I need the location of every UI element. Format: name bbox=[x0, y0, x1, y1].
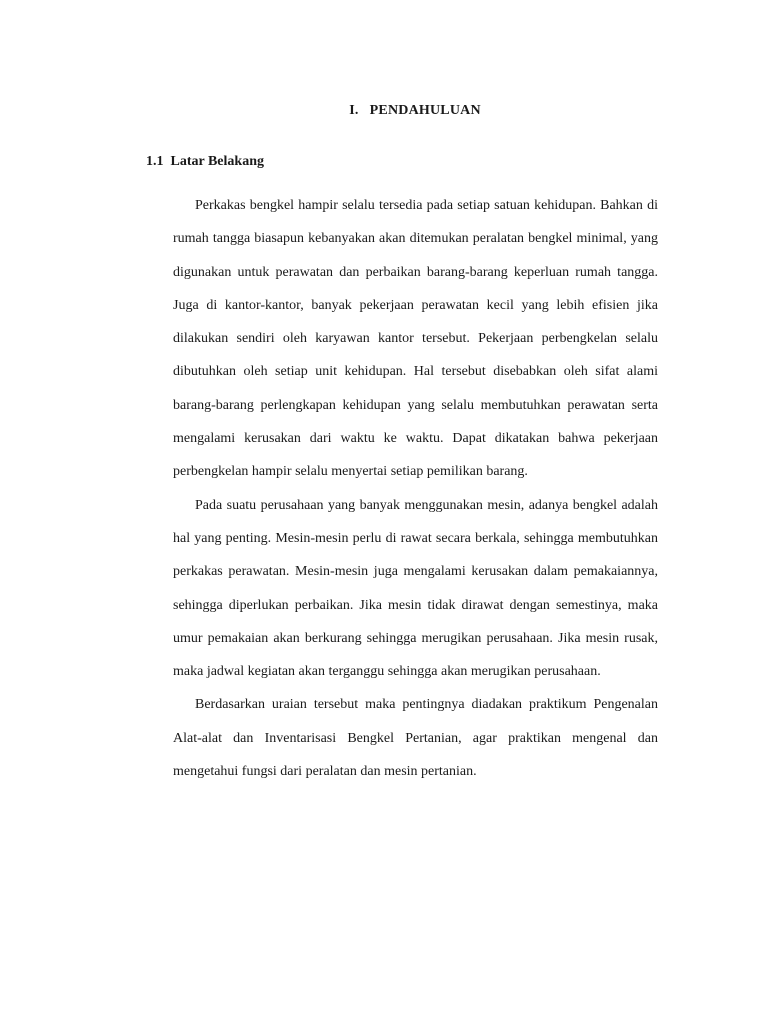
chapter-title: I. PENDAHULUAN bbox=[349, 103, 481, 118]
paragraph-2: Pada suatu perusahaan yang banyak menggunakan mesin, adanya bengkel adalah hal yang penting. Mesin-mesin perlu di rawat secara berkala, sehingga membutuhkan perkakas perawatan. Mesin-mesin juga mengalami kerusakan dalam pemakaiannya, sehingga diperlukan perbaikan. Jika mesin tidak dirawat dengan semestinya, maka umur pemakaian akan berkurang sehingga merugikan perusahaan. Jika mesin rusak, maka jadwal kegiatan akan terganggu sehingga akan merugikan perusahaan. bbox=[173, 497, 658, 680]
paragraph-1: Perkakas bengkel hampir selalu tersedia pada setiap satuan kehidupan. Bahkan di rumah tangga biasapun kebanyakan akan ditemukan peralatan bengkel minimal, yang digunakan untuk perawatan dan perbaikan barang-barang keperluan rumah tangga. Juga di kantor-kantor, banyak pekerjaan perawatan kecil yang lebih efisien jika dilakukan sendiri oleh karyawan kantor tersebut. Pekerjaan perbengkelan selalu dibutuhkan oleh setiap unit kehidupan. Hal tersebut disebabkan oleh sifat alami barang-barang perlengkapan kehidupan yang selalu membutuhkan perawatan serta mengalami kerusakan dari waktu ke waktu. Dapat dikatakan bahwa pekerjaan perbengkelan hampir selalu menyertai setiap pemilikan barang. bbox=[173, 198, 658, 480]
paragraph-3: Berdasarkan uraian tersebut maka pentingnya diadakan praktikum Pengenalan Alat-alat dan Inventarisasi Bengkel Pertanian, agar praktikan mengenal dan mengetahui fungsi dari peralatan dan mesin pertanian. bbox=[173, 697, 658, 780]
section-heading: 1.1 Latar Belakang bbox=[146, 154, 264, 169]
body-text bbox=[173, 189, 658, 788]
